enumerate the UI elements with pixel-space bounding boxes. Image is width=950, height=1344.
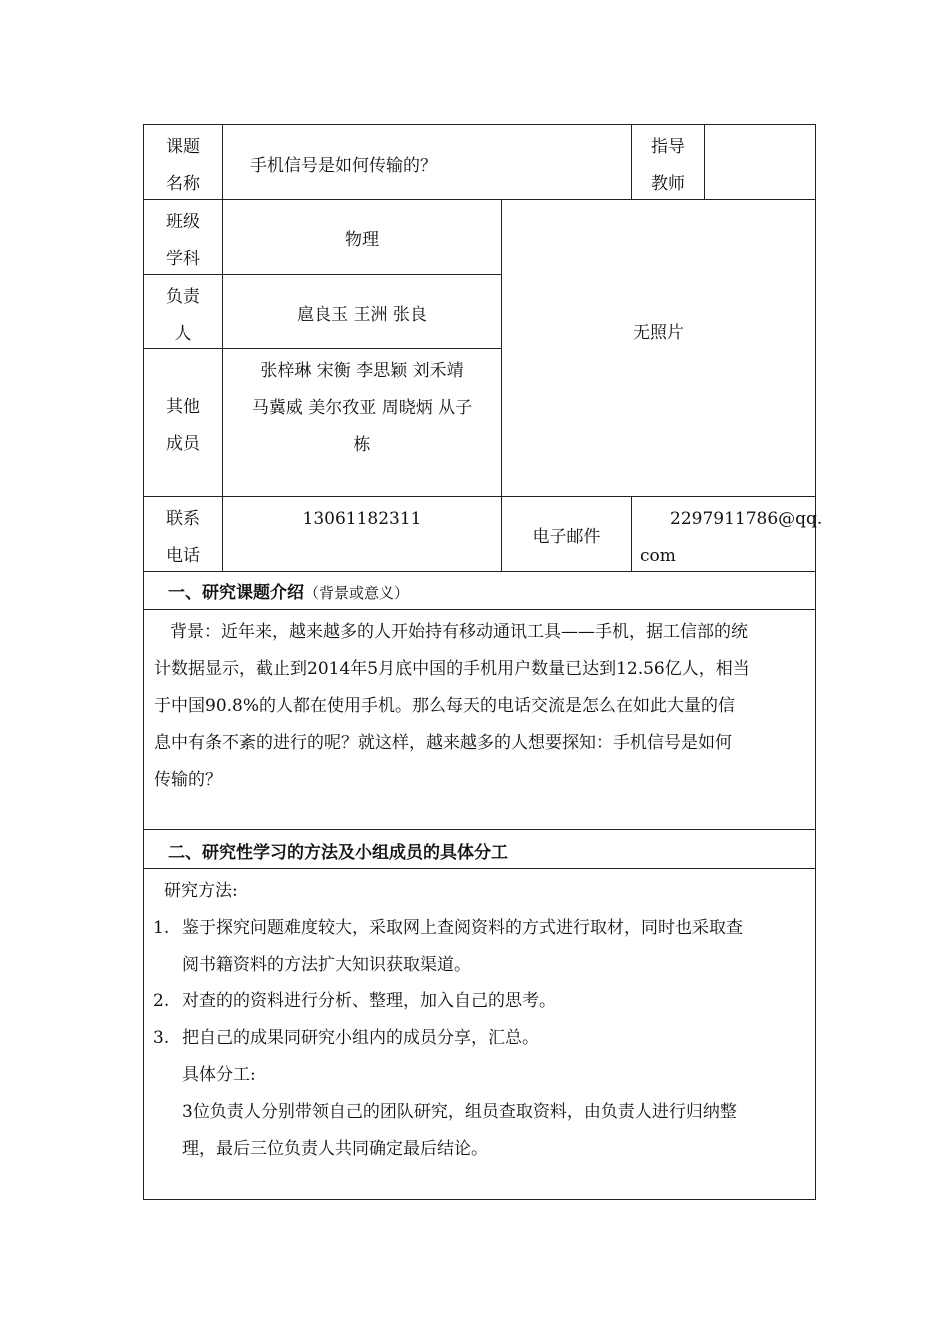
table-border-right [815, 124, 816, 1200]
method-item-1: 鉴于探究问题难度较大，采取网上查阅资料的方式进行取材，同时也采取查 阅书籍资料的方法扩大知识获取渠道。 [182, 918, 743, 975]
members-label: 其他 成员 [166, 397, 200, 454]
topic-label: 课题 名称 [166, 137, 200, 194]
row-line [143, 496, 816, 497]
col-line [631, 496, 632, 572]
method-item-3-num: 3. [153, 1028, 170, 1048]
phone-value: 13061182311 [302, 509, 422, 529]
section1-title: 一、研究课题介绍（背景或意义） [168, 583, 410, 603]
members-value: 张梓琳 宋衡 李思颖 刘禾靖 马冀威 美尔孜亚 周晓炳 从子 栋 [251, 361, 473, 455]
col-line [501, 199, 502, 572]
leader-value: 扈良玉 王洲 张良 [297, 305, 427, 325]
method-item-2-num: 2. [153, 991, 170, 1011]
class-label: 班级 学科 [166, 212, 200, 269]
method-item-2: 对查的的资料进行分析、整理，加入自己的思考。 [182, 991, 556, 1011]
advisor-label: 指导 教师 [651, 137, 685, 194]
photo-placeholder: 无照片 [633, 323, 684, 343]
class-value: 物理 [345, 230, 379, 250]
topic-value: 手机信号是如何传输的？ [250, 156, 437, 176]
table-border-top [143, 124, 816, 125]
table-border-bottom [143, 1199, 816, 1200]
email-label: 电子邮件 [532, 527, 601, 547]
section1-body: 背景：近年来，越来越多的人开始持有移动通讯工具——手机，据工信部的统 计数据显示，截止到2014年5月底中国的手机用户数量已达到12.56亿人，相当 于中国90.8%的人都在使用手机。那么每天的电话交流是怎么在如此大量的信 息中有条不紊的进行的呢？就这样，越来越多的人想要探知：手机信号是如何 传输的？ [154, 622, 750, 790]
phone-label: 联系 电话 [166, 509, 200, 566]
email-value: 2297911786@qq. com [640, 509, 823, 566]
col-line [704, 124, 705, 200]
method-label: 研究方法: [164, 881, 238, 901]
section1-title-note: （背景或意义） [304, 584, 410, 602]
method-item-3: 把自己的成果同研究小组内的成员分享，汇总。 [182, 1028, 539, 1048]
section2-title: 二、研究性学习的方法及小组成员的具体分工 [168, 843, 508, 863]
row-line [143, 829, 816, 830]
division-label: 具体分工: [182, 1065, 256, 1085]
leader-label: 负责 人 [166, 287, 200, 344]
division-body: 3位负责人分别带领自己的团队研究，组员查取资料，由负责人进行归纳整 理，最后三位负责人共同确定最后结论。 [182, 1102, 737, 1159]
method-item-1-num: 1. [153, 918, 170, 938]
row-line [143, 199, 816, 200]
